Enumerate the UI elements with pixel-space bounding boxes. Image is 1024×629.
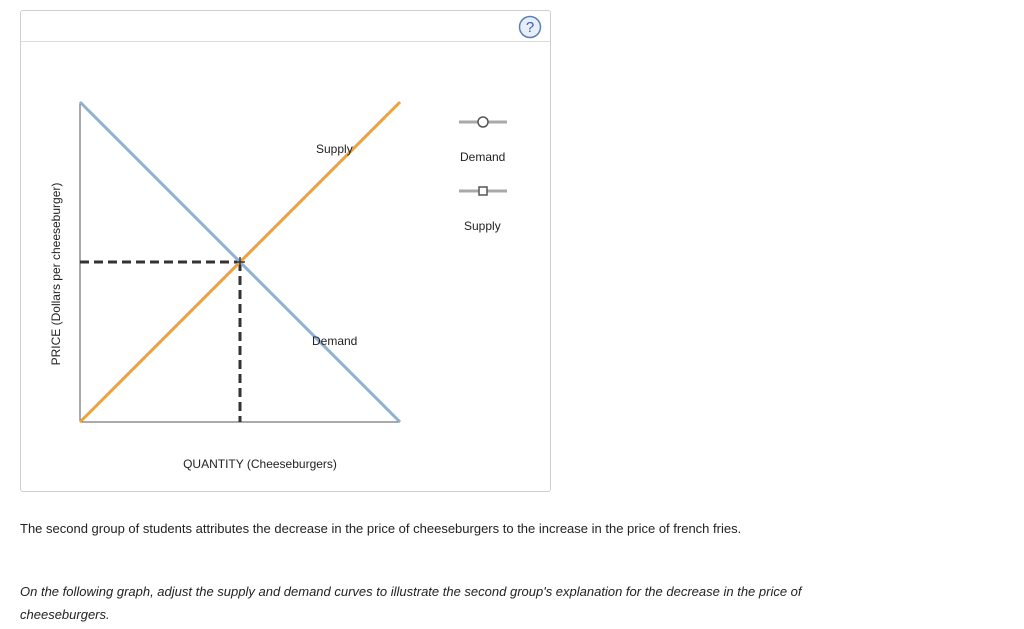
chart-area	[21, 11, 552, 493]
circle-marker-icon	[478, 117, 488, 127]
supply-legend-tool[interactable]	[458, 183, 508, 199]
demand-legend-label: Demand	[460, 150, 506, 164]
demand-curve-label: Demand	[312, 334, 358, 348]
y-axis-label: PRICE (Dollars per cheeseburger)	[49, 182, 63, 366]
x-axis-label: QUANTITY (Cheeseburgers)	[183, 457, 337, 471]
svg-text:?: ?	[525, 19, 535, 36]
graph-instruction: On the following graph, adjust the supply and demand curves to illustrate the second group's explanation for the decrease in the price of cheeseburgers.	[20, 584, 802, 622]
demand-legend-tool[interactable]	[458, 114, 508, 130]
supply-legend-label: Supply	[464, 219, 501, 233]
supply-curve-label: Supply	[316, 142, 353, 156]
question-prompt: The second group of students attributes the decrease in the price of cheeseburgers to the increase in the price of french fries.	[20, 521, 742, 536]
graph-panel	[20, 10, 551, 492]
square-marker-icon	[479, 187, 487, 195]
